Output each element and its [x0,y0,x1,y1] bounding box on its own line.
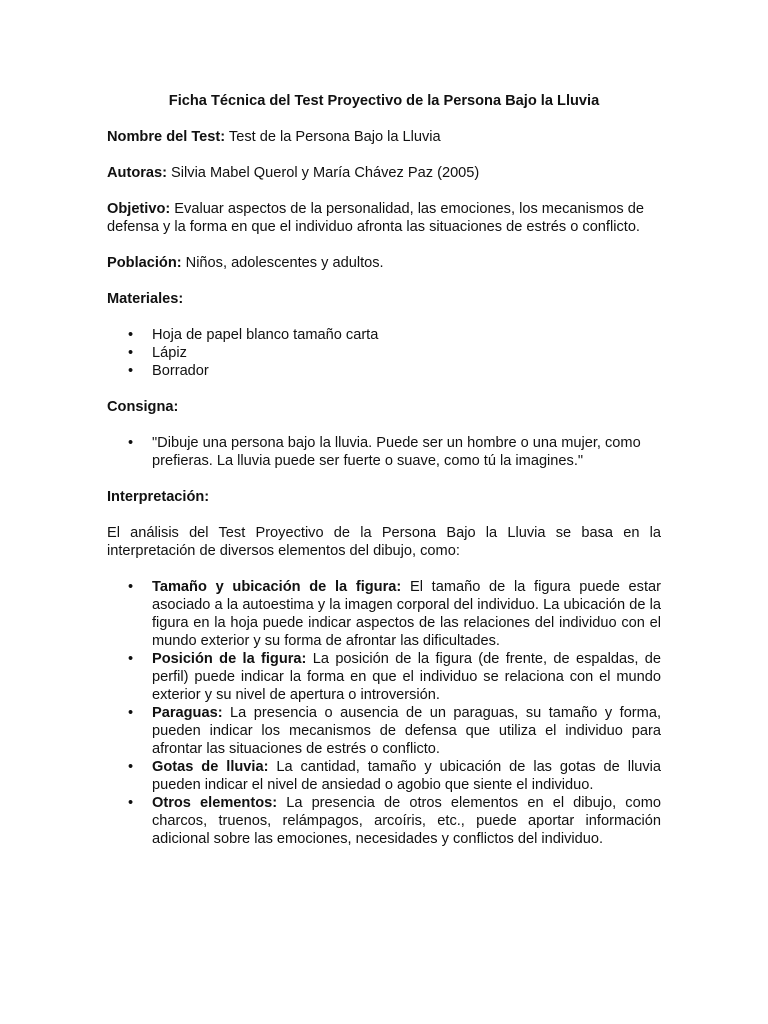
list-item [152,704,661,758]
field-poblacion [107,254,661,272]
item-text: La posición de la figura (de frente, de espaldas, de perfil) puede indicar la forma en que el individuo se relaciona con el mundo exterior y su nivel de apertura o introversión. [152,651,661,703]
list-item: • Lápiz [152,344,661,362]
item-term: Paraguas: [152,705,223,721]
item-term: Gotas de lluvia: [152,759,269,775]
list-item: • Hoja de papel blanco tamaño carta [152,326,661,344]
item-text: El tamaño de la figura puede estar asociado a la autoestima y la imagen corporal del individuo. La ubicación de la figura en la hoja puede indicar aspectos de las relaciones del individuo con el mundo exterior y su forma de afrontar las dificultades. [152,579,661,649]
list-item [152,650,661,704]
field-nombre [107,128,661,146]
field-nombre-label: Nombre del Test: [107,129,226,145]
interpretacion-intro: El análisis del Test Proyectivo de la Persona Bajo la Lluvia se basa en la interpretación de diversos elementos del dibujo, como: [107,525,661,559]
materiales-list [107,326,661,380]
field-objetivo-label: Objetivo: [107,201,171,217]
document-title: Ficha Técnica del Test Proyectivo de la Persona Bajo la Lluvia [168,93,600,109]
field-objetivo [107,200,661,236]
field-autoras [107,164,661,182]
field-poblacion-value: Niños, adolescentes y adultos. [181,255,384,271]
field-objetivo-value: Evaluar aspectos de la personalidad, las emociones, los mecanismos de defensa y la forma en que el individuo afronta las situaciones de estrés o conflicto. [107,201,644,235]
list-item: • "Dibuje una persona bajo la lluvia. Puede ser un hombre o una mujer, como prefieras. La lluvia puede ser fuerte o suave, como tú la imagines." [152,434,661,470]
item-text: La presencia de otros elementos en el dibujo, como charcos, truenos, relámpagos, arcoíris, etc., puede aportar información adicional sobre las emociones, necesidades y conflictos del individuo. [152,795,661,847]
field-nombre-value: Test de la Persona Bajo la Lluvia [225,129,441,145]
document-page [107,92,661,866]
list-item: • Borrador [152,362,661,380]
consigna-list [107,434,661,470]
field-autoras-value: Silvia Mabel Querol y María Chávez Paz (2005) [167,165,480,181]
item-term: Posición de la figura: [152,651,307,667]
interpretacion-heading: Interpretación: [107,489,210,505]
consigna-heading: Consigna: [107,399,179,415]
item-text: La cantidad, tamaño y ubicación de las gotas de lluvia pueden indicar el nivel de ansiedad o agobio que siente el individuo. [152,759,661,793]
item-text: La presencia o ausencia de un paraguas, su tamaño y forma, pueden indicar los mecanismos de defensa que utiliza el individuo para afrontar las situaciones de estrés o conflicto. [152,705,661,757]
item-term: Tamaño y ubicación de la figura: [152,579,402,595]
list-item [152,758,661,794]
list-item [152,578,661,650]
item-term: Otros elementos: [152,795,278,811]
materiales-heading: Materiales: [107,291,184,307]
field-poblacion-label: Población: [107,255,182,271]
interpretacion-list [107,578,661,848]
list-item [152,794,661,848]
field-autoras-label: Autoras: [107,165,167,181]
